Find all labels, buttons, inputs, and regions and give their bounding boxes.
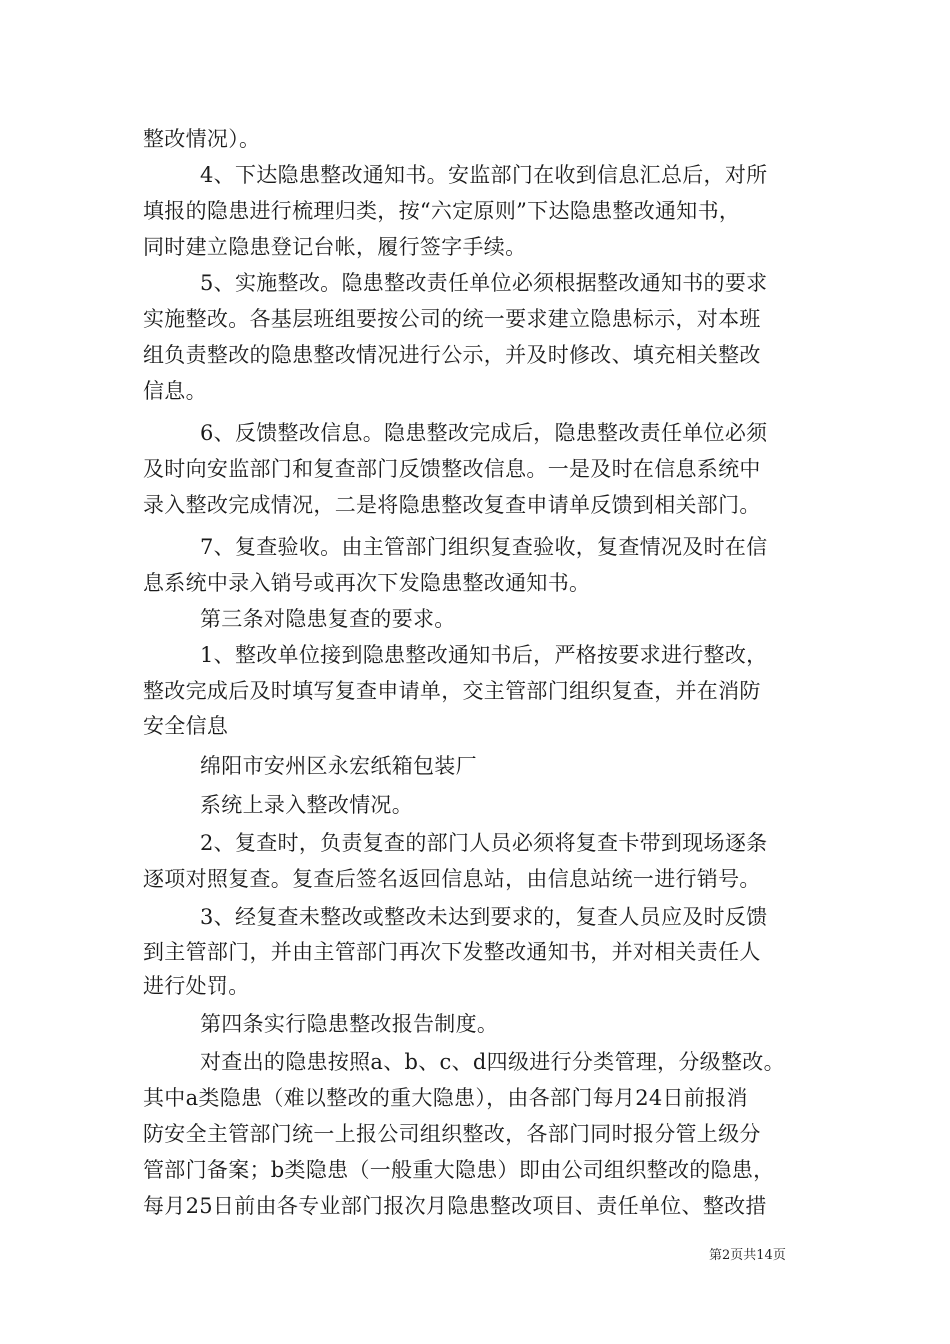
text-line: 信息。	[143, 379, 207, 403]
text-line: 第三条对隐患复查的要求。	[200, 607, 456, 631]
text-line: 到主管部门，并由主管部门再次下发整改通知书，并对相关责任人	[143, 940, 761, 964]
text-line: 进行处罚。	[143, 974, 250, 998]
text-line: 管部门备案；b类隐患（一般重大隐患）即由公司组织整改的隐患，	[143, 1158, 775, 1182]
text-line: 7、复查验收。由主管部门组织复查验收，复查情况及时在信	[200, 535, 768, 559]
text-line: 系统上录入整改情况。	[200, 793, 413, 817]
text-line: 2、复查时，负责复查的部门人员必须将复查卡带到现场逐条	[200, 831, 768, 855]
text-line: 实施整改。各基层班组要按公司的统一要求建立隐患标示，对本班	[143, 307, 761, 331]
text-line: 整改完成后及时填写复查申请单，交主管部门组织复查，并在消防	[143, 679, 761, 703]
text-line: 录入整改完成情况，二是将隐患整改复查申请单反馈到相关部门。	[143, 493, 761, 517]
text-line: 6、反馈整改信息。隐患整改完成后，隐患整改责任单位必须	[200, 421, 768, 445]
text-line: 对查出的隐患按照a、b、c、d四级进行分类管理，分级整改。	[200, 1050, 785, 1074]
text-line: 逐项对照复查。复查后签名返回信息站，由信息站统一进行销号。	[143, 867, 761, 891]
text-line: 1、整改单位接到隐患整改通知书后，严格按要求进行整改，	[200, 643, 768, 667]
text-line: 防安全主管部门统一上报公司组织整改，各部门同时报分管上级分	[143, 1122, 761, 1146]
page-number-footer: 第2页共14页	[709, 1248, 786, 1263]
text-line: 每月25日前由各专业部门报次月隐患整改项目、责任单位、整改措	[143, 1194, 767, 1218]
text-line: 4、下达隐患整改通知书。安监部门在收到信息汇总后，对所	[200, 163, 768, 187]
text-line: 绵阳市安州区永宏纸箱包装厂	[200, 754, 477, 778]
text-line: 其中a类隐患（难以整改的重大隐患），由各部门每月24日前报消	[143, 1086, 748, 1110]
text-line: 息系统中录入销号或再次下发隐患整改通知书。	[143, 571, 591, 595]
text-line: 第四条实行隐患整改报告制度。	[200, 1012, 499, 1036]
text-line: 同时建立隐患登记台帐，履行签字手续。	[143, 235, 527, 259]
text-line: 5、实施整改。隐患整改责任单位必须根据整改通知书的要求	[200, 271, 768, 295]
text-line: 整改情况）。	[143, 127, 261, 151]
text-line: 填报的隐患进行梳理归类，按“六定原则”下达隐患整改通知书，	[143, 199, 741, 223]
text-line: 及时向安监部门和复查部门反馈整改信息。一是及时在信息系统中	[143, 457, 761, 481]
text-line: 3、经复查未整改或整改未达到要求的，复查人员应及时反馈	[200, 905, 768, 929]
text-line: 组负责整改的隐患整改情况进行公示，并及时修改、填充相关整改	[143, 343, 761, 367]
text-line: 安全信息	[143, 714, 229, 738]
